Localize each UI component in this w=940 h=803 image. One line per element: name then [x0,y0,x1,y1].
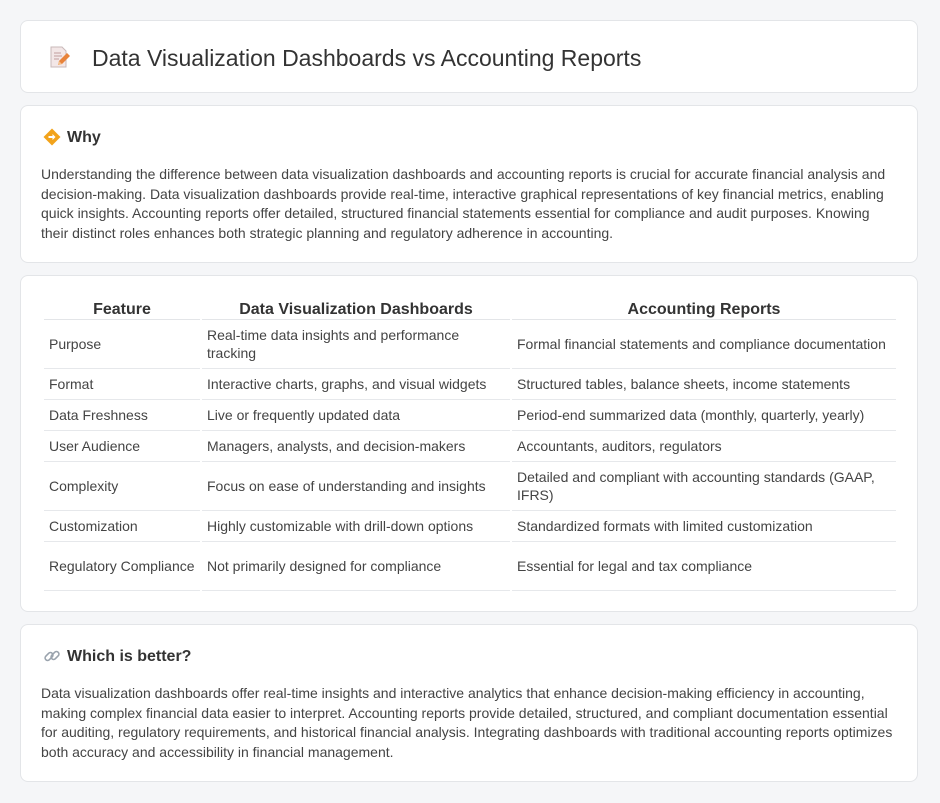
table-row [44,320,896,369]
reports-cell: Essential for legal and tax compliance [512,542,896,591]
comparison-table [42,296,898,591]
dashboards-cell: Highly customizable with drill-down options [202,511,510,542]
which-better-body: Data visualization dashboards offer real-time insights and interactive analytics that enhance decision-making efficiency in accounting, making complex financial data easier to interpret. Accounting reports provide detailed, structured, and compliant documentation essential for auditing, regulatory requirements, and historical financial analysis. Integrating dashboards with traditional accounting reports optimizes both accuracy and accessibility in financial management. [41,685,893,760]
table-row [44,462,896,511]
dashboards-cell: Real-time data insights and performance tracking [202,320,510,369]
reports-cell: Standardized formats with limited customization [512,511,896,542]
feature-cell: Format [44,369,200,400]
reports-cell: Structured tables, balance sheets, income statements [512,369,896,400]
table-row [44,511,896,542]
header-feature: Feature [44,296,200,320]
reports-cell: Period-end summarized data (monthly, quarterly, yearly) [512,400,896,431]
feature-cell: Complexity [44,462,200,511]
feature-cell: Purpose [44,320,200,369]
which-better-section [20,624,918,782]
header-dashboards: Data Visualization Dashboards [202,296,510,320]
title-card [20,20,918,93]
table-header-row [44,296,896,320]
reports-cell: Formal financial statements and compliance documentation [512,320,896,369]
diamond-arrow-icon [43,128,61,146]
table-row [44,369,896,400]
reports-cell: Detailed and compliant with accounting standards (GAAP, IFRS) [512,462,896,511]
why-section [20,105,918,263]
dashboards-cell: Live or frequently updated data [202,400,510,431]
why-heading: Why [67,129,101,146]
table-row [44,431,896,462]
dashboards-cell: Managers, analysts, and decision-makers [202,431,510,462]
table-row [44,542,896,591]
which-better-heading: Which is better? [67,648,192,665]
reports-cell: Accountants, auditors, regulators [512,431,896,462]
header-reports: Accounting Reports [512,296,896,320]
dashboards-cell: Interactive charts, graphs, and visual widgets [202,369,510,400]
document-pen-icon [47,45,71,69]
link-icon [43,647,61,665]
feature-cell: Customization [44,511,200,542]
feature-cell: User Audience [44,431,200,462]
feature-cell: Data Freshness [44,400,200,431]
dashboards-cell: Not primarily designed for compliance [202,542,510,591]
table-row [44,400,896,431]
comparison-table-card [20,275,918,612]
feature-cell: Regulatory Compliance [44,542,200,591]
page-title: Data Visualization Dashboards vs Accounting Reports [92,45,642,71]
dashboards-cell: Focus on ease of understanding and insights [202,462,510,511]
why-body: Understanding the difference between data visualization dashboards and accounting reports is crucial for accurate financial analysis and decision-making. Data visualization dashboards provide real-time, interactive graphical representations of key financial metrics, enabling quick insights. Accounting reports offer detailed, structured financial statements essential for compliance and audit purposes. Knowing their distinct roles enhances both strategic planning and regulatory adherence in accounting. [41,166,886,241]
